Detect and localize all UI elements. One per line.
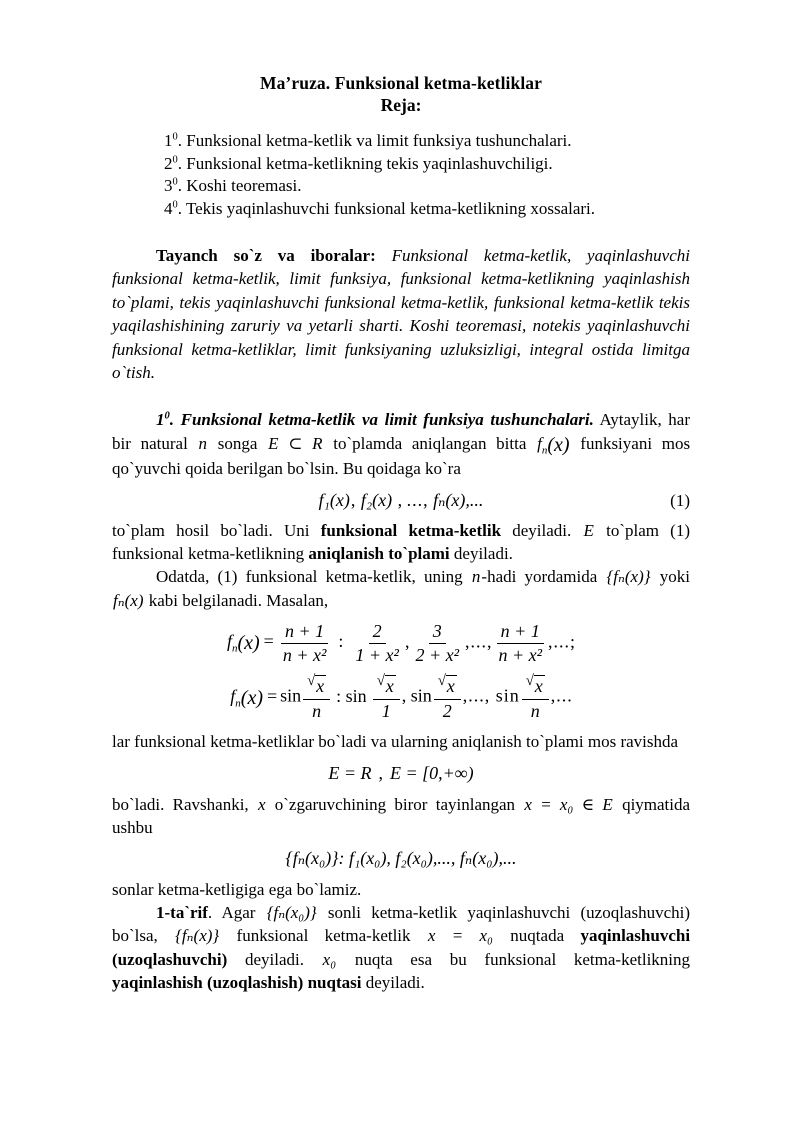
- ravshanki-paragraph: [112, 793, 690, 839]
- plan-text: . Koshi teoremasi.: [177, 176, 302, 195]
- page-title: Ma’ruza. Funksional ketma-ketliklar: [259, 73, 543, 93]
- sqrt-icon: √ x: [377, 674, 396, 697]
- function-fn-x: fₙ(x): [113, 590, 144, 610]
- section1-text-c: to`plamda aniqlangan bitta: [333, 433, 527, 453]
- after-eq1-a: to`plam hosil bo`ladi. Uni: [112, 521, 310, 541]
- equation-tail: ,...;: [548, 631, 577, 652]
- comma-1: ,: [404, 631, 410, 652]
- section1-heading: . Funksional ketma-ketlik va limit funksiya tushunchalari.: [169, 410, 594, 430]
- ravshanki-c: qiymatida ushbu: [112, 794, 691, 837]
- section1-text-a: Aytaylik, har bir natural: [112, 410, 691, 453]
- keywords-paragraph: [112, 244, 690, 384]
- definition-e: deyiladi.: [244, 949, 304, 969]
- ravshanki-b: o`zgaruvchining biror tayinlangan: [274, 794, 516, 814]
- definition-f: nuqta esa bu funksional ketma-ketlikning: [354, 949, 691, 969]
- sqrt-icon: √ x: [438, 674, 457, 697]
- colon-sin-1: : sin: [336, 685, 367, 706]
- equation-tail: ,...: [550, 685, 573, 706]
- sin-operator: sin: [280, 685, 302, 706]
- eq1-term-1: f₁(x): [318, 490, 350, 511]
- var-n: n: [198, 433, 208, 453]
- odatda-c: yoki: [659, 567, 690, 587]
- definition-a: . Agar: [207, 903, 256, 923]
- eq1-term-2: f₂(x): [360, 490, 393, 511]
- plan-text: . Funksional ketma-ketlik va limit funksiya tushunchalari.: [177, 131, 572, 150]
- fraction-sqrt-3: √ $\frac{x}{2}$: [434, 674, 461, 721]
- comma-sin-2: , sin: [401, 685, 432, 706]
- plan-number: 4: [164, 198, 173, 218]
- x-equals-x0: x = x₀: [427, 926, 493, 946]
- plan-degree: 0: [172, 198, 178, 210]
- eq-lhs: $f_n(x)$: [226, 631, 260, 655]
- equals-sign: =: [267, 685, 278, 706]
- set-membership-expr: E ⊂ R: [268, 433, 323, 453]
- plan-number: 3: [164, 176, 173, 195]
- odatda-a: Odatda, (1) funksional ketma-ketlik, uning: [156, 567, 463, 587]
- sequence-expression: {fₙ(x₀)}: f₁(x₀), f₂(x₀),..., fₙ(x₀),...: [285, 847, 517, 868]
- var-n: n: [471, 567, 481, 587]
- list-item: [164, 130, 690, 153]
- ellipsis-sin: ,..., sin: [462, 685, 520, 706]
- plan-number: 2: [164, 153, 173, 173]
- plan-degree: 0: [172, 176, 178, 188]
- domain-equation: [112, 763, 690, 784]
- after-eq1-b: deyiladi.: [512, 521, 572, 541]
- list-item: [164, 198, 690, 221]
- list-item: [164, 153, 690, 176]
- odatda-b: -hadi yordamida: [481, 567, 598, 587]
- section1-degree: 0: [164, 410, 170, 422]
- odatda-d: kabi belgilanadi. Masalan,: [148, 590, 329, 610]
- set-fn-x0: {fₙ(x₀)}: [266, 903, 317, 923]
- plan-text: . Funksional ketma-ketlikning tekis yaqinlashuvchiligi.: [177, 153, 553, 173]
- example-equation-2: [112, 674, 690, 721]
- equation-number: (1): [670, 490, 690, 510]
- sqrt-icon: √ x: [307, 674, 326, 697]
- var-x0: x₀: [322, 949, 337, 969]
- fraction-sqrt-1: √ $\frac{x}{n}$: [303, 674, 330, 721]
- after-examples-paragraph: lar funksional ketma-ketliklar bo`ladi va ularning aniqlanish to`plami mos ravishda: [112, 732, 679, 752]
- plan-list: [112, 130, 690, 220]
- set-fn-x: {fₙ(x)}: [606, 567, 651, 587]
- list-item: [164, 175, 690, 198]
- ellipsis-1: ,...,: [464, 631, 493, 652]
- section1-paragraph: [112, 408, 690, 480]
- plan-degree: 0: [172, 131, 178, 143]
- domain-left: E = R: [328, 762, 372, 783]
- definition-d: nuqtada: [510, 926, 565, 946]
- plan-degree: 0: [172, 153, 178, 165]
- eq-lhs: $f_n(x)$: [230, 685, 263, 710]
- sonlar-paragraph: sonlar ketma-ketligiga ega bo`lamiz.: [112, 879, 362, 899]
- term-funksional-ketma-ketlik: funksional ketma-ketlik: [320, 521, 502, 541]
- fraction-2: $\frac{2}{\text{1 + x²}}$: [355, 620, 399, 665]
- section1-number: 1: [156, 410, 165, 430]
- sqrt-icon: √ x: [526, 674, 545, 697]
- fraction-sqrt-4: √ $\frac{x}{n}$: [522, 674, 549, 721]
- colon-separator: :: [338, 631, 344, 652]
- plan-number: 1: [164, 131, 173, 150]
- after-eq1-paragraph: [112, 519, 690, 565]
- eq1-term-4: fₙ(x),...: [433, 490, 484, 511]
- keywords-label: Tayanch so`z va iboralar:: [156, 246, 376, 265]
- keywords-body: Funksional ketma-ketlik, yaqinlashuvchi funksional ketma-ketlik, limit funksiya, funksional ketma-ketlikning yaqinlashish to`plami, tekis yaqinlashuvchi funksional ketma-ketlik, funksional ketma-ketlik tekis yaqilashishining zaruriy va yetarli sharti. Koshi teoremasi, notekis yaqinlashuvchi funksional ketma-ketliklar, limit funksiyaning uzluksizligi, integral ostida limitga o`tish.: [112, 246, 690, 383]
- set-fn-x: {fₙ(x)}: [175, 926, 220, 946]
- odatda-paragraph: [112, 565, 690, 611]
- domain-right: E = [0,+∞): [390, 762, 474, 783]
- eq1-term-3: ...: [406, 490, 424, 511]
- section1-text-d: funksiyani mos qo`yuvchi qoida berilgan bo`lsin. Bu qoidaga ko`ra: [112, 433, 691, 478]
- var-E: E: [583, 521, 594, 541]
- example-equation-1: [112, 621, 690, 665]
- function-fn: $f_n(x)$: [537, 433, 570, 457]
- definition-g: deyiladi.: [365, 972, 425, 992]
- definition-c: funksional ketma-ketlik: [236, 926, 411, 946]
- term-aniqlanish-toplami: aniqlanish to`plami: [308, 544, 450, 564]
- page-subtitle: Reja:: [380, 95, 422, 115]
- definition-paragraph: [112, 901, 690, 994]
- term-yaqinlashuvchi: yaqinlashuvchi (uzoqlashuvchi): [112, 926, 691, 969]
- after-eq1-c: to`plam (1) funksional ketma-ketlikning: [112, 521, 691, 564]
- fraction-1: $\frac{n + 1}{\text{n + x²}}$: [282, 620, 327, 665]
- var-x: x: [257, 794, 266, 814]
- fraction-3: $\frac{3}{\text{2 + x²}}$: [415, 620, 459, 665]
- equals-sign: =: [263, 631, 274, 652]
- after-eq1-d: deyiladi.: [453, 544, 513, 564]
- definition-label: 1-ta`rif: [156, 903, 208, 923]
- fraction-sqrt-2: √ $\frac{x}{1}$: [373, 674, 400, 721]
- section1-text-b: songa: [217, 433, 258, 453]
- term-yaqinlashish-nuqtasi: yaqinlashish (uzoqlashish) nuqtasi: [112, 972, 362, 992]
- equation-1: f₁(x) , f₂(x) , ... , fₙ(x),... (1): [318, 490, 690, 511]
- sequence-equation: [112, 848, 690, 869]
- definition-b: sonli ketma-ketlik yaqinlashuvchi (uzoqlashuvchi) bo`lsa,: [112, 903, 691, 946]
- x-equals-x0-in-E: x = x₀ ∈ E: [524, 794, 613, 814]
- fraction-4: $\frac{n + 1}{\text{n + x²}}$: [498, 620, 543, 665]
- plan-text: . Tekis yaqinlashuvchi funksional ketma-ketlikning xossalari.: [177, 198, 596, 218]
- ravshanki-a: bo`ladi. Ravshanki,: [112, 794, 249, 814]
- comma: ,: [378, 762, 383, 783]
